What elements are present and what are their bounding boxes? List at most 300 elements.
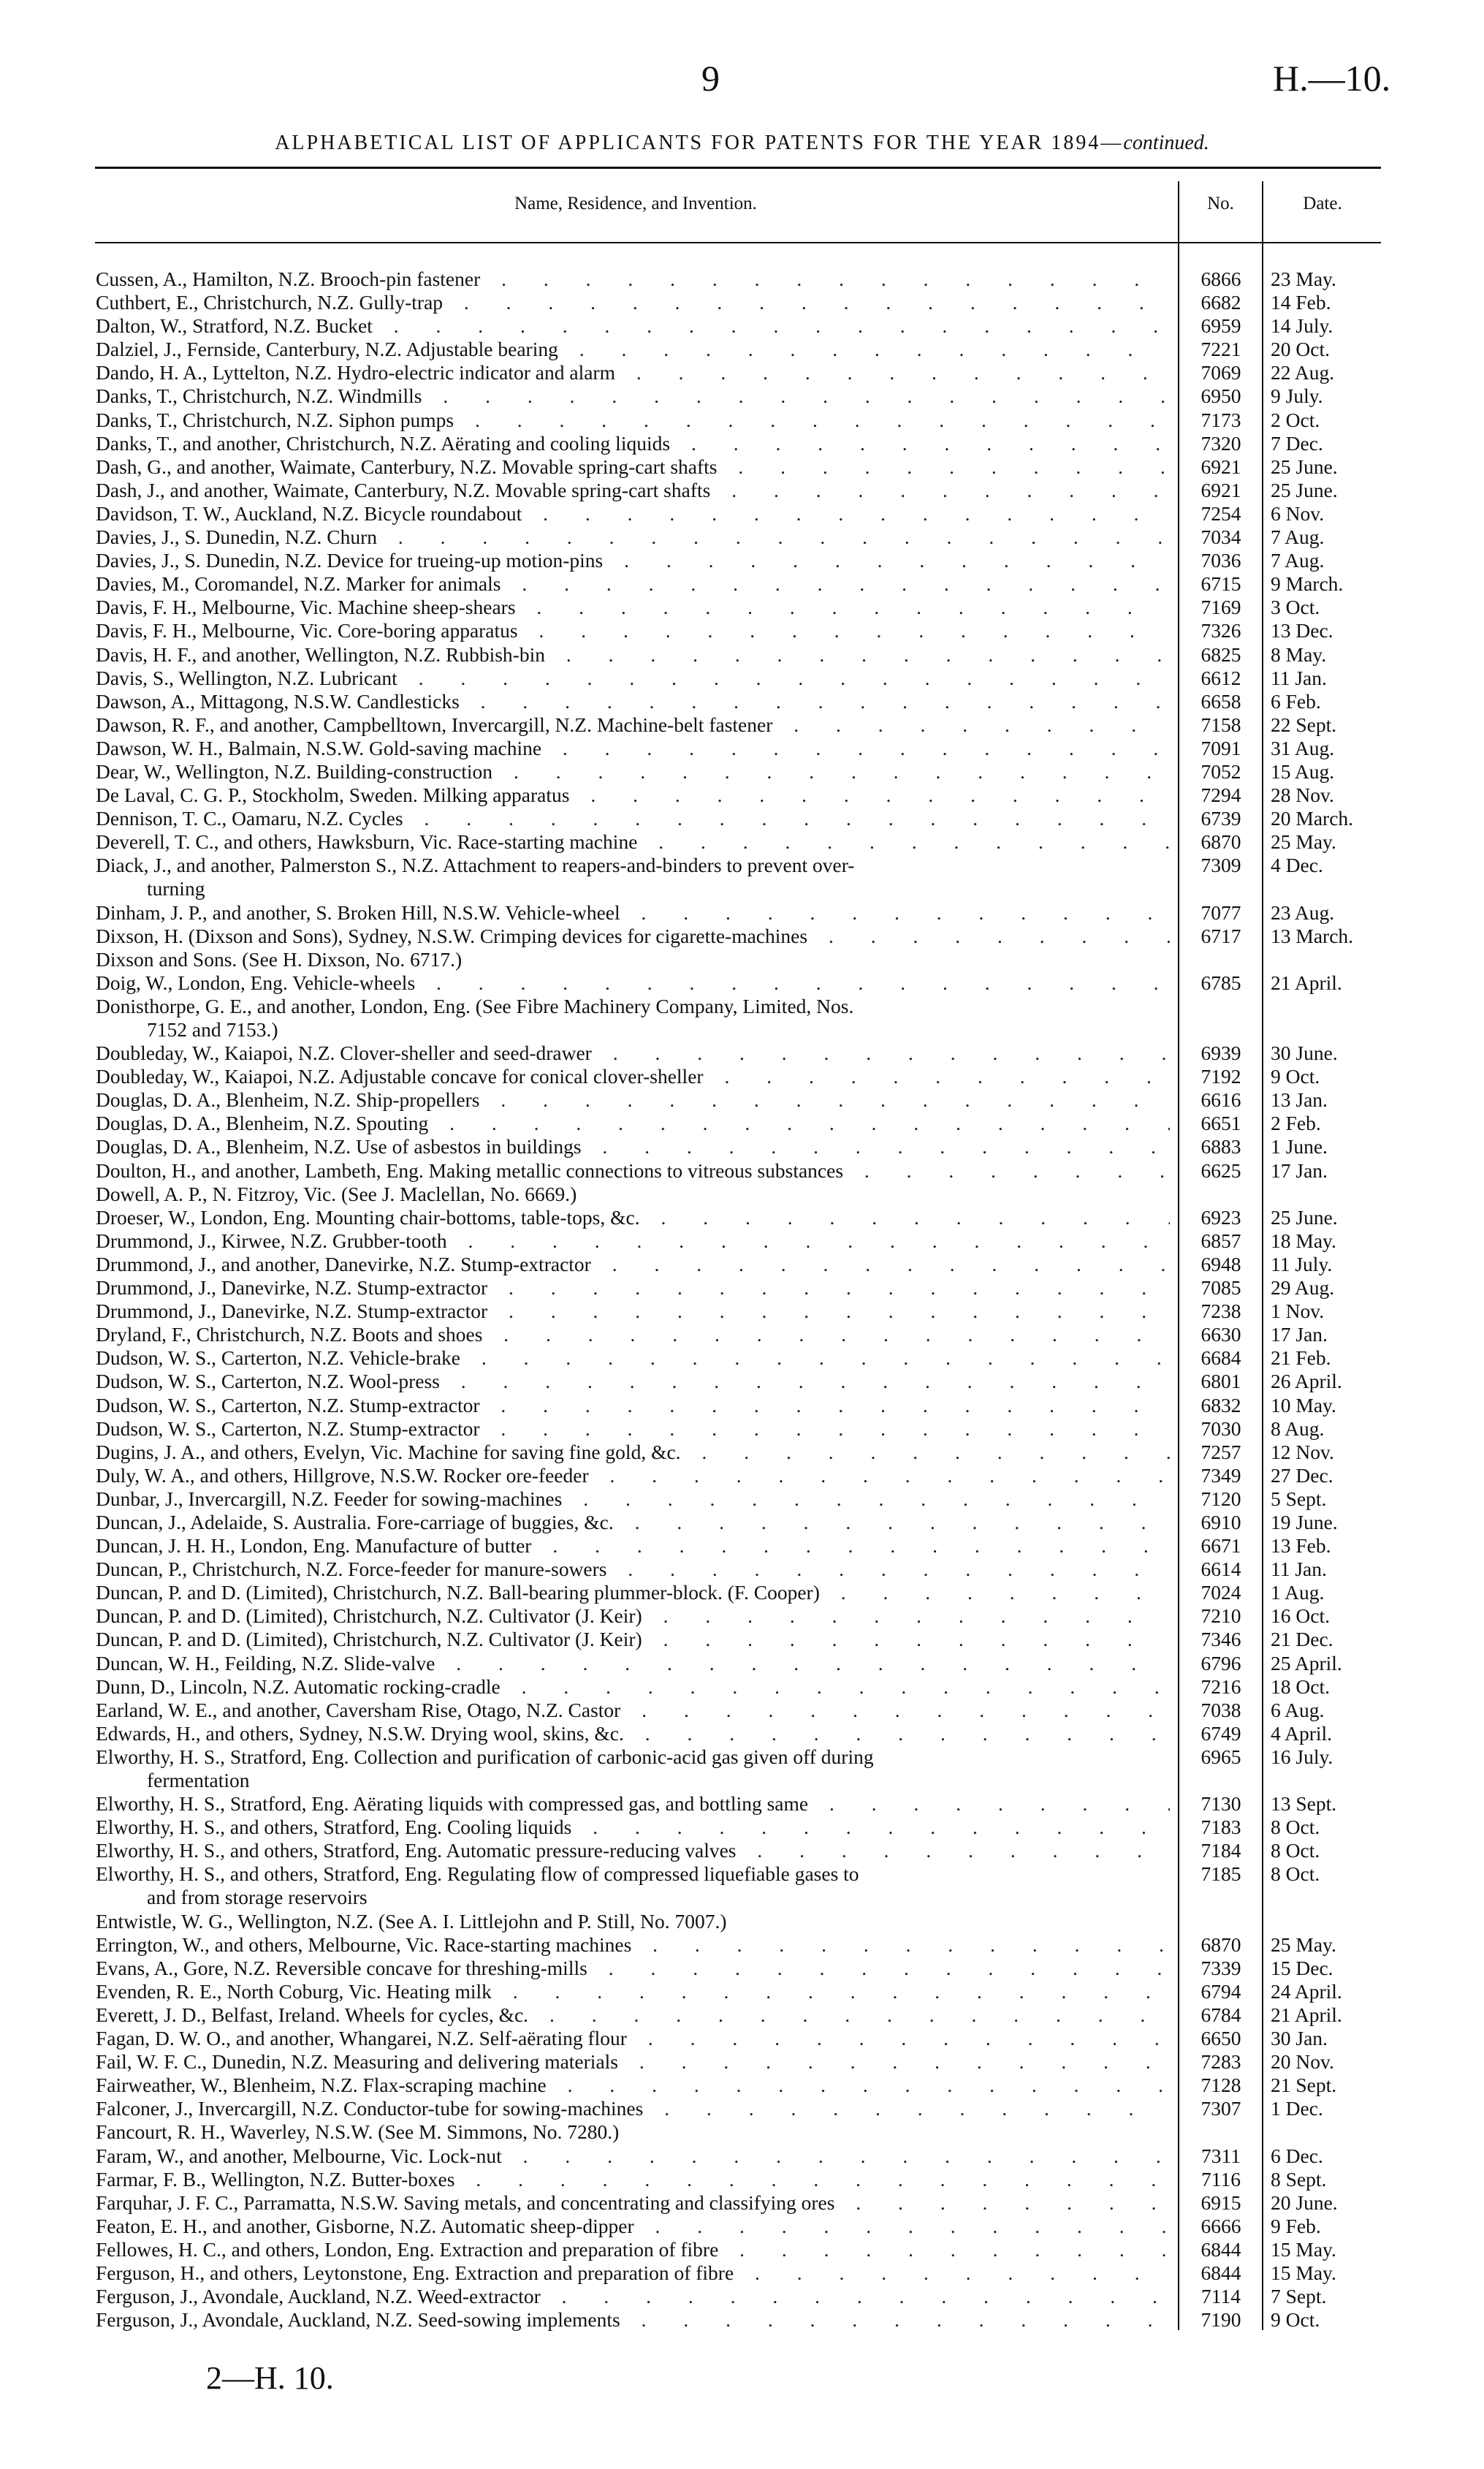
entry-number: 7077	[1200, 900, 1241, 924]
entry-date: 16 Oct.	[1271, 1604, 1330, 1628]
entry-date: 7 Dec.	[1271, 431, 1323, 455]
entry-number: 7294	[1200, 784, 1241, 807]
entry-text: Davis, S., Wellington, N.Z. Lubricant	[96, 666, 397, 689]
entry-text: De Laval, C. G. P., Stockholm, Sweden. Milking apparatus	[96, 784, 570, 807]
list-item	[96, 784, 1382, 807]
list-item	[96, 1933, 1382, 1957]
entry-name	[96, 1065, 1170, 1088]
list-item	[96, 2285, 1382, 2308]
entry-number: 6857	[1200, 1229, 1241, 1252]
entry-date: 11 July.	[1271, 1252, 1333, 1275]
list-item	[96, 455, 1382, 479]
entry-name	[96, 2285, 1170, 2308]
entry-name	[96, 1276, 1170, 1300]
list-item	[96, 384, 1382, 408]
entry-name	[96, 455, 1170, 479]
list-item	[96, 432, 1382, 455]
entry-text: Drummond, J., and another, Danevirke, N.Z. Stump-extractor	[96, 1252, 591, 1275]
entry-text: Duncan, J., Adelaide, S. Australia. Fore-carriage of buggies, &c.	[96, 1510, 614, 1533]
entry-number: 6923	[1200, 1205, 1241, 1229]
entry-date: 1 Aug.	[1271, 1581, 1325, 1604]
entry-number: 6612	[1200, 666, 1241, 689]
entry-text: Elworthy, H. S., Stratford, Eng. Collection and purification of carbonic-acid gas given off during	[96, 1745, 874, 1768]
list-item	[96, 1581, 1382, 1604]
list-item	[96, 1464, 1382, 1487]
entry-date: 8 May.	[1271, 642, 1327, 666]
entry-text: Fancourt, R. H., Waverley, N.S.W. (See M. Simmons, No. 7280.)	[96, 2120, 620, 2144]
entry-text: Drummond, J., Danevirke, N.Z. Stump-extractor	[96, 1300, 488, 1323]
entry-date: 21 Sept.	[1271, 2074, 1337, 2097]
column-header-name: Name, Residence, and Invention.	[514, 194, 757, 213]
entry-number: 7169	[1200, 596, 1241, 619]
list-item	[96, 901, 1382, 925]
entry-text: Dash, J., and another, Waimate, Canterbury, N.Z. Movable spring-cart shafts	[96, 478, 711, 501]
list-item	[96, 314, 1382, 338]
entry-date: 16 July.	[1271, 1745, 1333, 1768]
entry-date: 25 June.	[1271, 478, 1338, 501]
list-item	[96, 1346, 1382, 1370]
list-item	[96, 1253, 1382, 1276]
entry-date: 23 May.	[1271, 268, 1336, 290]
entry-text: Fagan, D. W. O., and another, Whangarei, N.Z. Self-aërating flour	[96, 2027, 627, 2050]
list-item	[96, 1487, 1382, 1511]
entry-name	[96, 549, 1170, 572]
entry-name	[96, 314, 1170, 338]
entry-number: 7309	[1200, 854, 1241, 877]
entry-text: Everett, J. D., Belfast, Ireland. Wheels for cycles, &c.	[96, 2003, 529, 2026]
entry-number: 7173	[1200, 408, 1241, 431]
entry-text: Dudson, W. S., Carterton, N.Z. Wool-press	[96, 1370, 440, 1393]
entry-text: Duncan, P., Christchurch, N.Z. Force-feeder for manure-sowers	[96, 1558, 607, 1581]
entry-text: Fail, W. F. C., Dunedin, N.Z. Measuring and delivering materials	[96, 2050, 618, 2074]
entry-text: Danks, T., Christchurch, N.Z. Siphon pumps	[96, 408, 454, 431]
entry-text: Dawson, A., Mittagong, N.S.W. Candlesticks	[96, 689, 460, 713]
entry-text: Drummond, J., Kirwee, N.Z. Grubber-tooth	[96, 1229, 447, 1252]
entry-number: 6630	[1200, 1323, 1241, 1346]
entry-text: Dudson, W. S., Carterton, N.Z. Stump-extractor	[96, 1393, 480, 1416]
entry-text: Davies, J., S. Dunedin, N.Z. Device for trueing-up motion-pins	[96, 549, 604, 572]
entry-name	[96, 384, 1170, 408]
entry-date: 15 May.	[1271, 2261, 1336, 2284]
list-item	[96, 948, 1382, 971]
entry-name	[96, 807, 1170, 830]
entry-name	[96, 995, 1173, 1042]
entry-text: Dennison, T. C., Oamaru, N.Z. Cycles	[96, 807, 403, 830]
entry-name	[96, 2215, 1170, 2238]
entry-name	[96, 1628, 1170, 1651]
entry-number: 6650	[1200, 2027, 1241, 2050]
entry-number: 6832	[1200, 1393, 1241, 1416]
entry-text: Dear, W., Wellington, N.Z. Building-construction	[96, 759, 493, 783]
entry-text: Duly, W. A., and others, Hillgrove, N.S.W. Rocker ore-feeder	[96, 1463, 589, 1487]
entry-date: 23 Aug.	[1271, 900, 1335, 924]
entry-number: 7024	[1200, 1581, 1241, 1604]
entry-date: 9 March.	[1271, 572, 1344, 596]
entry-text: Fellowes, H. C., and others, London, Eng. Extraction and preparation of fibre	[96, 2237, 719, 2261]
entry-text: Dawson, R. F., and another, Campbelltown, Invercargill, N.Z. Machine-belt fastener	[96, 713, 773, 736]
list-item	[96, 971, 1382, 995]
list-item	[96, 2168, 1382, 2191]
entry-name	[96, 971, 1170, 995]
list-item	[96, 409, 1382, 432]
entry-number: 7038	[1200, 1698, 1241, 1721]
entry-number: 7257	[1200, 1440, 1241, 1463]
entry-date: 21 April.	[1271, 2003, 1342, 2026]
entry-date: 5 Sept.	[1271, 1487, 1327, 1510]
entry-name	[96, 1581, 1170, 1604]
entry-date: 30 Jan.	[1271, 2027, 1328, 2050]
entry-name	[96, 1862, 1173, 1909]
entry-name	[96, 760, 1170, 784]
entry-text: Douglas, D. A., Blenheim, N.Z. Spouting	[96, 1112, 429, 1135]
entry-text-continued: fermentation	[147, 1769, 250, 1791]
entry-date: 14 July.	[1271, 314, 1333, 338]
applicant-list	[96, 268, 1382, 2332]
entry-name	[96, 1441, 1170, 1464]
entry-name	[96, 690, 1170, 713]
entry-date: 22 Aug.	[1271, 361, 1335, 384]
entry-number: 6614	[1200, 1558, 1241, 1581]
entry-name	[96, 1487, 1170, 1511]
entry-text: Ferguson, H., and others, Leytonstone, Eng. Extraction and preparation of fibre	[96, 2261, 734, 2284]
list-item	[96, 2191, 1382, 2215]
entry-number: 6910	[1200, 1510, 1241, 1533]
entry-text: Duncan, P. and D. (Limited), Christchurch, N.Z. Cultivator (J. Keir)	[96, 1628, 642, 1651]
entry-name	[96, 830, 1170, 854]
entry-number: 6784	[1200, 2003, 1241, 2026]
entry-text: Dowell, A. P., N. Fitzroy, Vic. (See J. Maclellan, No. 6669.)	[96, 1182, 577, 1205]
entry-date: 13 Sept.	[1271, 1792, 1337, 1816]
entry-name	[96, 2238, 1170, 2261]
entry-number: 7185	[1200, 1862, 1241, 1886]
entry-date: 4 Dec.	[1271, 854, 1323, 877]
list-item	[96, 1699, 1382, 1722]
list-item	[96, 596, 1382, 619]
list-item	[96, 2308, 1382, 2332]
entry-number: 7183	[1200, 1816, 1241, 1839]
entry-name	[96, 1604, 1170, 1628]
list-item	[96, 1910, 1382, 1933]
entry-name	[96, 526, 1170, 549]
entry-name	[96, 432, 1170, 455]
entry-name	[96, 2261, 1170, 2285]
entry-text: Edwards, H., and others, Sydney, N.S.W. Drying wool, skins, &c.	[96, 1721, 624, 1745]
entry-date: 6 Nov.	[1271, 501, 1325, 525]
list-item	[96, 995, 1382, 1042]
entry-name	[96, 667, 1170, 690]
entry-number: 6671	[1200, 1534, 1241, 1558]
list-item	[96, 1417, 1382, 1441]
entry-name	[96, 1042, 1170, 1065]
entry-text: Diack, J., and another, Palmerston S., N.Z. Attachment to reapers-and-binders to prevent over-	[96, 854, 855, 877]
entry-name	[96, 1323, 1170, 1346]
entry-number: 7114	[1201, 2285, 1241, 2308]
entry-date: 13 Feb.	[1271, 1534, 1331, 1558]
entry-date: 6 Aug.	[1271, 1698, 1325, 1721]
entry-text: Duncan, J. H. H., London, Eng. Manufacture of butter	[96, 1534, 532, 1558]
entry-name	[96, 619, 1170, 642]
entry-number: 7190	[1200, 2308, 1241, 2332]
entry-text: Entwistle, W. G., Wellington, N.Z. (See A. I. Littlejohn and P. Still, No. 7007.)	[96, 1909, 727, 1933]
list-item	[96, 549, 1382, 572]
list-item	[96, 925, 1382, 948]
list-item	[96, 1112, 1382, 1135]
entry-date: 13 March.	[1271, 924, 1354, 947]
list-item	[96, 1792, 1382, 1816]
list-item	[96, 1816, 1382, 1839]
list-item	[96, 572, 1382, 596]
entry-number: 6749	[1200, 1721, 1241, 1745]
entry-number: 6739	[1200, 807, 1241, 830]
entry-date: 7 Aug.	[1271, 549, 1325, 572]
list-item	[96, 526, 1382, 549]
entry-number: 6965	[1200, 1745, 1241, 1768]
list-item	[96, 338, 1382, 361]
entry-number: 6844	[1200, 2237, 1241, 2261]
list-item	[96, 361, 1382, 384]
entry-number: 6959	[1200, 314, 1241, 338]
entry-text: Ferguson, J., Avondale, Auckland, N.Z. Weed-extractor	[96, 2285, 541, 2308]
entry-number: 7184	[1200, 1839, 1241, 1862]
entry-name	[96, 901, 1170, 925]
entry-date: 3 Oct.	[1271, 596, 1320, 619]
entry-name	[96, 1839, 1170, 1862]
entry-name	[96, 361, 1170, 384]
entry-number: 7158	[1200, 713, 1241, 736]
entry-text: Dando, H. A., Lyttelton, N.Z. Hydro-electric indicator and alarm	[96, 361, 615, 384]
entry-name	[96, 268, 1170, 291]
header-rule	[95, 242, 1381, 243]
entry-number: 6870	[1200, 830, 1241, 854]
entry-number: 7116	[1201, 2167, 1241, 2191]
entry-name	[96, 854, 1173, 900]
entry-number: 7091	[1200, 736, 1241, 759]
entry-text: Dryland, F., Christchurch, N.Z. Boots and shoes	[96, 1323, 483, 1346]
entry-number: 6921	[1200, 478, 1241, 501]
list-item	[96, 2120, 1382, 2144]
entry-name	[96, 1910, 1170, 1933]
list-item	[96, 1511, 1382, 1534]
entry-text: Davies, M., Coromandel, N.Z. Marker for animals	[96, 572, 501, 596]
entry-name	[96, 596, 1170, 619]
entry-text: Faram, W., and another, Melbourne, Vic. Lock-nut	[96, 2144, 502, 2167]
entry-text: Dixson, H. (Dixson and Sons), Sydney, N.S.W. Crimping devices for cigarette-machines	[96, 924, 808, 947]
entry-number: 6796	[1200, 1651, 1241, 1675]
entry-number: 7052	[1200, 759, 1241, 783]
entry-date: 9 Feb.	[1271, 2214, 1321, 2237]
entry-date: 25 June.	[1271, 455, 1338, 478]
list-item	[96, 1206, 1382, 1229]
entry-number: 6921	[1200, 455, 1241, 478]
entry-text: Doubleday, W., Kaiapoi, N.Z. Clover-sheller and seed-drawer	[96, 1042, 592, 1065]
entry-date: 21 April.	[1271, 971, 1342, 994]
entry-date: 8 Aug.	[1271, 1416, 1325, 1440]
list-item	[96, 2097, 1382, 2120]
entry-date: 25 June.	[1271, 1205, 1338, 1229]
list-item	[96, 1957, 1382, 1980]
entry-name	[96, 2120, 1170, 2144]
entry-date: 1 Nov.	[1271, 1300, 1325, 1323]
entry-text-continued: turning	[147, 877, 205, 900]
entry-date: 8 Sept.	[1271, 2167, 1327, 2191]
entry-number: 6825	[1200, 642, 1241, 666]
list-item	[96, 619, 1382, 642]
top-rule	[95, 167, 1381, 169]
list-item	[96, 2027, 1382, 2050]
entry-text: Cussen, A., Hamilton, N.Z. Brooch-pin fastener	[96, 268, 481, 290]
entry-date: 2 Feb.	[1271, 1112, 1321, 1135]
entry-name	[96, 1394, 1170, 1417]
entry-number: 7254	[1200, 501, 1241, 525]
entry-date: 25 May.	[1271, 1933, 1336, 1956]
entry-text: Danks, T., and another, Christchurch, N.Z. Aërating and cooling liquids	[96, 431, 671, 455]
entry-number: 7349	[1200, 1463, 1241, 1487]
entry-name	[96, 1675, 1170, 1699]
list-item	[96, 2261, 1382, 2285]
entry-name	[96, 2074, 1170, 2097]
entry-text: Elworthy, H. S., and others, Stratford, Eng. Cooling liquids	[96, 1816, 572, 1839]
entry-number: 6883	[1200, 1135, 1241, 1158]
list-item	[96, 1722, 1382, 1745]
entry-text: Ferguson, J., Avondale, Auckland, N.Z. Seed-sowing implements	[96, 2308, 620, 2332]
entry-number: 6794	[1200, 1979, 1241, 2003]
entry-number: 6658	[1200, 689, 1241, 713]
entry-name	[96, 2144, 1170, 2168]
entry-name	[96, 409, 1170, 432]
list-item	[96, 1628, 1382, 1651]
entry-text: Dixson and Sons. (See H. Dixson, No. 6717.)	[96, 947, 463, 971]
entry-text: Earland, W. E., and another, Caversham Rise, Otago, N.Z. Castor	[96, 1698, 621, 1721]
entry-text: Davis, H. F., and another, Wellington, N.Z. Rubbish-bin	[96, 642, 545, 666]
entry-text: Evans, A., Gore, N.Z. Reversible concave for threshing-mills	[96, 1956, 587, 1979]
entry-date: 10 May.	[1271, 1393, 1336, 1416]
list-item	[96, 1675, 1382, 1699]
list-item	[96, 1300, 1382, 1323]
entry-text: Dalton, W., Stratford, N.Z. Bucket	[96, 314, 373, 338]
entry-name	[96, 2191, 1170, 2215]
entry-date: 28 Nov.	[1271, 784, 1334, 807]
entry-text: Doubleday, W., Kaiapoi, N.Z. Adjustable concave for conical clover-sheller	[96, 1065, 704, 1088]
entry-name	[96, 2308, 1170, 2332]
entry-date: 30 June.	[1271, 1042, 1338, 1065]
entry-text: Dalziel, J., Fernside, Canterbury, N.Z. Adjustable bearing	[96, 338, 558, 361]
list-item	[96, 2144, 1382, 2168]
list-item	[96, 1183, 1382, 1206]
entry-number: 7130	[1200, 1792, 1241, 1816]
entry-text: Elworthy, H. S., Stratford, Eng. Aërating liquids with compressed gas, and bottling same	[96, 1792, 809, 1816]
entry-number: 6801	[1200, 1370, 1241, 1393]
entry-name	[96, 1980, 1170, 2003]
entry-number: 6682	[1200, 291, 1241, 314]
entry-date: 9 Oct.	[1271, 2308, 1320, 2332]
entry-number: 7346	[1200, 1628, 1241, 1651]
entry-name	[96, 2003, 1170, 2027]
entry-date: 29 Aug.	[1271, 1276, 1335, 1300]
entry-text: Dawson, W. H., Balmain, N.S.W. Gold-saving machine	[96, 736, 542, 759]
entry-text: Falconer, J., Invercargill, N.Z. Conductor-tube for sowing-machines	[96, 2097, 644, 2120]
list-item	[96, 291, 1382, 314]
entry-number: 6666	[1200, 2214, 1241, 2237]
entry-name	[96, 1534, 1170, 1558]
entry-name	[96, 1511, 1170, 1534]
entry-text: Errington, W., and others, Melbourne, Vic. Race-starting machines	[96, 1933, 632, 1956]
list-item	[96, 2050, 1382, 2074]
entry-date: 7 Sept.	[1271, 2285, 1327, 2308]
entry-number: 6870	[1200, 1933, 1241, 1956]
entry-number: 7069	[1200, 361, 1241, 384]
entry-date: 31 Aug.	[1271, 736, 1335, 759]
entry-date: 20 Nov.	[1271, 2050, 1334, 2074]
list-item	[96, 1370, 1382, 1393]
entry-name	[96, 1088, 1170, 1112]
entry-name	[96, 1722, 1170, 1745]
entry-text: Doig, W., London, Eng. Vehicle-wheels	[96, 971, 416, 994]
entry-text: Duncan, P. and D. (Limited), Christchurch, N.Z. Ball-bearing plummer-block. (F. Cooper)	[96, 1581, 820, 1604]
entry-date: 12 Nov.	[1271, 1440, 1334, 1463]
entry-name	[96, 737, 1170, 760]
column-header-no: No.	[1207, 194, 1234, 213]
list-item	[96, 1839, 1382, 1862]
entry-text: Cuthbert, E., Christchurch, N.Z. Gully-trap	[96, 291, 444, 314]
entry-name	[96, 1183, 1170, 1206]
entry-name	[96, 948, 1170, 971]
column-header-date: Date.	[1303, 194, 1342, 213]
list-item	[96, 643, 1382, 667]
list-item	[96, 479, 1382, 502]
entry-name	[96, 1417, 1170, 1441]
entry-text: Duncan, P. and D. (Limited), Christchurch, N.Z. Cultivator (J. Keir)	[96, 1604, 642, 1628]
entry-date: 13 Jan.	[1271, 1088, 1328, 1112]
page-title-main: ALPHABETICAL LIST OF APPLICANTS FOR PATENTS FOR THE YEAR 1894—	[275, 132, 1124, 154]
entry-number: 7036	[1200, 549, 1241, 572]
page-number: 9	[701, 58, 720, 99]
entry-date: 8 Oct.	[1271, 1862, 1320, 1886]
entry-text: Featon, E. H., and another, Gisborne, N.Z. Automatic sheep-dipper	[96, 2214, 634, 2237]
list-item	[96, 1394, 1382, 1417]
entry-date: 17 Jan.	[1271, 1158, 1328, 1182]
entry-number: 6785	[1200, 971, 1241, 994]
entry-date: 18 Oct.	[1271, 1675, 1330, 1698]
entry-name	[96, 1370, 1170, 1393]
entry-text: Drummond, J., Danevirke, N.Z. Stump-extractor	[96, 1276, 488, 1300]
entry-text: Davies, J., S. Dunedin, N.Z. Churn	[96, 526, 377, 549]
entry-name	[96, 1464, 1170, 1487]
entry-number: 6625	[1200, 1158, 1241, 1182]
entry-name	[96, 1652, 1170, 1675]
entry-date: 11 Jan.	[1271, 1558, 1327, 1581]
list-item	[96, 1065, 1382, 1088]
entry-date: 20 March.	[1271, 807, 1354, 830]
entry-date: 20 June.	[1271, 2191, 1338, 2214]
entry-date: 9 July.	[1271, 384, 1323, 408]
entry-date: 25 April.	[1271, 1651, 1342, 1675]
entry-number: 6651	[1200, 1112, 1241, 1135]
entry-number: 7085	[1200, 1276, 1241, 1300]
list-item	[96, 760, 1382, 784]
entry-name	[96, 1933, 1170, 1957]
entry-text: Dudson, W. S., Carterton, N.Z. Vehicle-brake	[96, 1346, 460, 1370]
document-code: H.—10.	[1273, 58, 1391, 99]
list-item	[96, 807, 1382, 830]
list-item	[96, 1980, 1382, 2003]
entry-name	[96, 1957, 1170, 1980]
entry-name	[96, 1112, 1170, 1135]
list-item	[96, 1652, 1382, 1675]
list-item	[96, 1088, 1382, 1112]
entry-name	[96, 1699, 1170, 1722]
entry-number: 7128	[1200, 2074, 1241, 2097]
entry-name	[96, 643, 1170, 667]
